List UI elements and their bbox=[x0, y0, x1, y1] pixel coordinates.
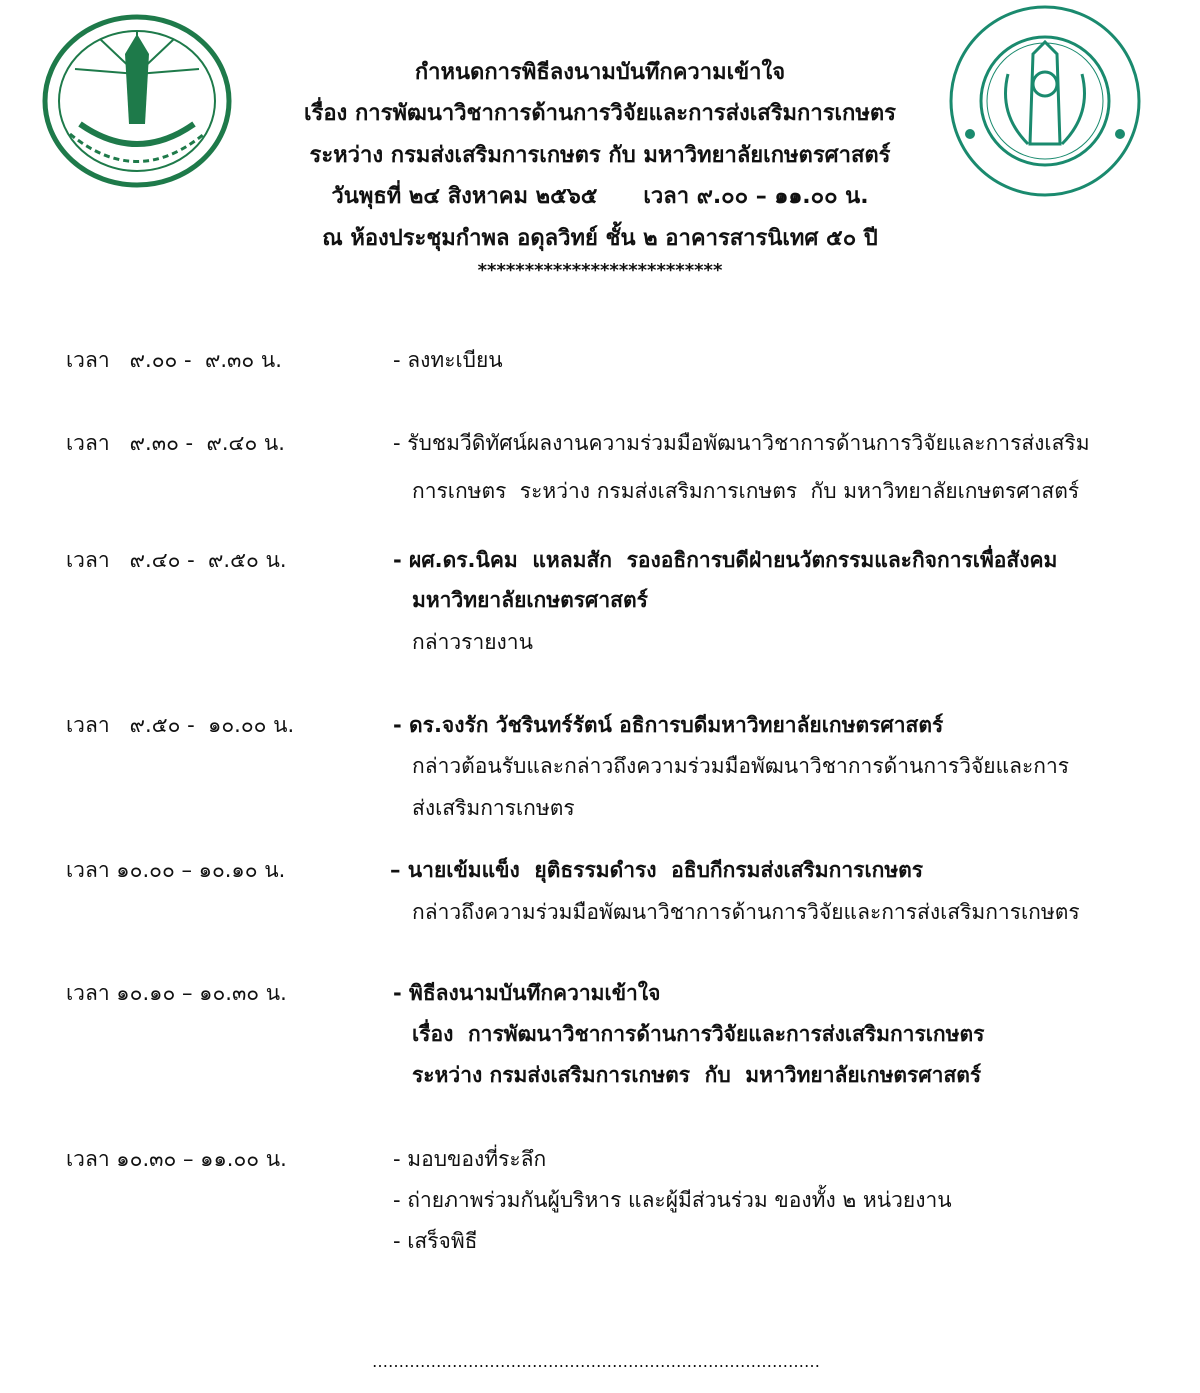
schedule-item: – นายเข้มแข็ง ยุติธรรมดำรง อธิบกีกรมส่งเสริมการเกษตร bbox=[390, 858, 924, 882]
schedule-item-cont: กล่าวรายงาน bbox=[412, 630, 533, 654]
schedule-item: - ลงทะเบียน bbox=[393, 348, 503, 372]
schedule-item-cont: ส่งเสริมการเกษตร bbox=[412, 796, 575, 820]
footer-dotted-line: ………………………………………………………………………… bbox=[372, 1352, 820, 1371]
schedule-time: เวลา ๑๐.๑๐ – ๑๐.๓๐ น. bbox=[66, 981, 287, 1005]
divider-stars: ************************** bbox=[477, 260, 723, 281]
schedule-time: เวลา ๙.๓๐ - ๙.๔๐ น. bbox=[66, 431, 285, 455]
schedule-item-cont: การเกษตร ระหว่าง กรมส่งเสริมการเกษตร กับ มหาวิทยาลัยเกษตรศาสตร์ bbox=[412, 479, 1080, 503]
schedule-item-cont: เรื่อง การพัฒนาวิชาการด้านการวิจัยและการส่งเสริมการเกษตร bbox=[412, 1022, 985, 1046]
dept-agri-extension-logo bbox=[40, 14, 235, 189]
venue: ณ ห้องประชุมกำพล อดุลวิทย์ ชั้น ๒ อาคารสารนิเทศ ๕๐ ปี bbox=[322, 226, 878, 251]
schedule-item: - มอบของที่ระลึก bbox=[393, 1147, 547, 1171]
date-time: วันพุธที่ ๒๔ สิงหาคม ๒๕๖๕ เวลา ๙.๐๐ – ๑๑.๐๐ น. bbox=[331, 184, 869, 209]
schedule-time: เวลา ๑๐.๓๐ – ๑๑.๐๐ น. bbox=[66, 1147, 287, 1171]
schedule-item: - ถ่ายภาพร่วมกันผู้บริหาร และผู้มีส่วนร่วม ของทั้ง ๒ หน่วยงาน bbox=[393, 1188, 952, 1212]
schedule-item: - รับชมวีดิทัศน์ผลงานความร่วมมือพัฒนาวิชาการด้านการวิจัยและการส่งเสริม bbox=[393, 431, 1090, 455]
schedule-item: - เสร็จพิธี bbox=[393, 1229, 478, 1253]
schedule-time: เวลา ๙.๔๐ - ๙.๕๐ น. bbox=[66, 548, 287, 572]
subject: เรื่อง การพัฒนาวิชาการด้านการวิจัยและการส่งเสริมการเกษตร bbox=[304, 101, 896, 126]
schedule-item: - ดร.จงรัก วัชรินทร์รัตน์ อธิการบดีมหาวิทยาลัยเกษตรศาสตร์ bbox=[393, 713, 944, 737]
schedule-time: เวลา ๙.๐๐ - ๙.๓๐ น. bbox=[66, 348, 282, 372]
kasetsart-university-logo bbox=[948, 4, 1142, 198]
title: กำหนดการพิธีลงนามบันทึกความเข้าใจ bbox=[414, 60, 786, 85]
schedule-item-cont: กล่าวต้อนรับและกล่าวถึงความร่วมมือพัฒนาวิชาการด้านการวิจัยและการ bbox=[412, 754, 1070, 778]
schedule-item-cont: กล่าวถึงความร่วมมือพัฒนาวิชาการด้านการวิจัยและการส่งเสริมการเกษตร bbox=[412, 900, 1080, 924]
parties: ระหว่าง กรมส่งเสริมการเกษตร กับ มหาวิทยาลัยเกษตรศาสตร์ bbox=[309, 143, 891, 168]
schedule-time: เวลา ๑๐.๐๐ – ๑๐.๑๐ น. bbox=[66, 858, 286, 882]
schedule-item-cont: ระหว่าง กรมส่งเสริมการเกษตร กับ มหาวิทยาลัยเกษตรศาสตร์ bbox=[412, 1063, 982, 1087]
schedule-item-cont: มหาวิทยาลัยเกษตรศาสตร์ bbox=[412, 588, 648, 612]
schedule-time: เวลา ๙.๕๐ - ๑๐.๐๐ น. bbox=[66, 713, 295, 737]
schedule-item: - ผศ.ดร.นิคม แหลมสัก รองอธิการบดีฝ่ายนวัตกรรมและกิจการเพื่อสังคม bbox=[393, 548, 1058, 572]
schedule-item: - พิธีลงนามบันทึกความเข้าใจ bbox=[393, 981, 661, 1005]
